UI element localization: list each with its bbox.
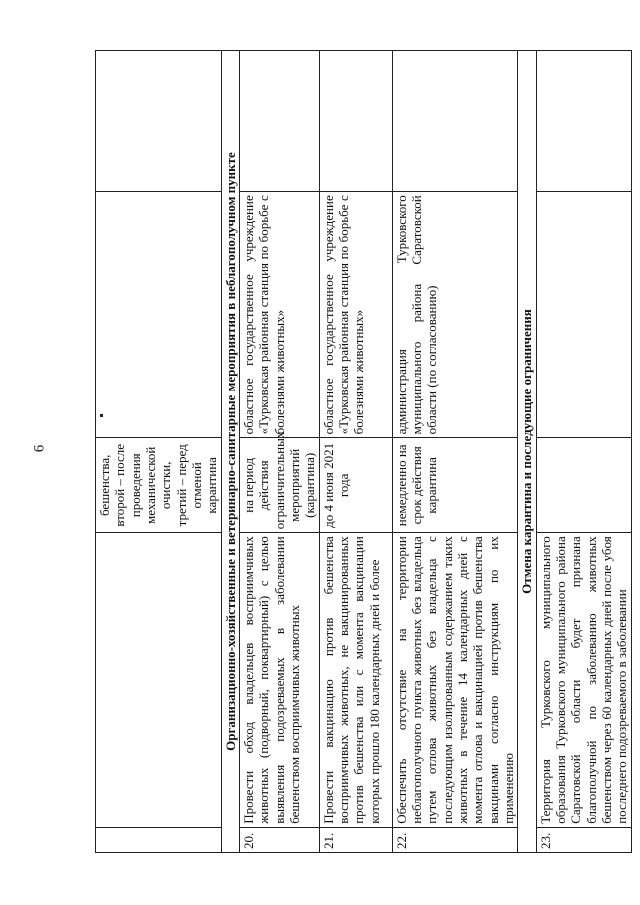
row-number: 23. [536, 827, 631, 852]
cell-num-empty [96, 827, 222, 852]
cell-term-continued: бешенства, второй – после проведения механической очистки, третий – перед отменой карантина [96, 438, 222, 533]
row-note [319, 51, 392, 192]
measures-table [95, 50, 632, 853]
row-responsible: областное государственное учреждение «Турковская районная станция по борьбе с болезнями животных» [319, 192, 392, 438]
row-number: 22. [392, 827, 518, 852]
row-term: на период действия ограничительных мероприятий (карантина) [239, 438, 319, 533]
cell-responsible-empty [96, 192, 222, 438]
row-measure: Обеспечить отсутствие на территории неблагополучного пункта животных без владельца путем отлова животных без владельца с последующим изолированным содержанием таких животных в течение 14 календарных дней с момента отлова и вакцинацией против бешенства вакцинами согласно инструкциям по их применению [392, 533, 518, 828]
rotated-page-content [95, 50, 630, 853]
row-number: 20. [239, 827, 319, 852]
row-note [536, 51, 631, 192]
row-term: немедленно на срок действия карантина [392, 438, 518, 533]
row-responsible: областное государственное учреждение «Турковская районная станция по борьбе с болезнями животных» [239, 192, 319, 438]
row-term: до 4 июня 2021 года [319, 438, 392, 533]
row-responsible: администрация Турковского муниципального района Саратовской области (по согласованию) [392, 192, 518, 438]
section-header-row [518, 51, 536, 853]
section-title-quarantine: Отмена карантина и последующие ограничения [518, 51, 536, 853]
row-measure: Территория Турковского муниципального образования Турковского муниципального района Саратовской области будет признана благополучной по заболеванию животных бешенством через 60 календарных дней после убоя последнего подозреваемого в заболевании [536, 533, 631, 828]
table-row [239, 51, 319, 853]
row-term [536, 438, 631, 533]
row-note [239, 51, 319, 192]
section-header-row [221, 51, 239, 853]
cell-note-empty [96, 51, 222, 192]
cell-measure-empty [96, 533, 222, 828]
row-responsible [536, 192, 631, 438]
row-number: 21. [319, 827, 392, 852]
table-row [319, 51, 392, 853]
row-note [392, 51, 518, 192]
row-measure: Провести вакцинацию против бешенства восприимчивых животных, не вакцинированных против бешенства или с момента вакцинации которых прошло 180 календарных дней и более [319, 533, 392, 828]
table-row [536, 51, 631, 853]
table-row [392, 51, 518, 853]
row-measure: Провести обход владельцев восприимчивых животных (подворный, поквартирный) с целью выявления подозреваемых в заболевании бешенством восприимчивых животных [239, 533, 319, 828]
section-title-measures: Организационно-хозяйственные и ветеринарно-санитарные мероприятия в неблагополучном пункте [221, 51, 239, 853]
page-number: 6 [31, 444, 48, 453]
continued-row [96, 51, 222, 853]
